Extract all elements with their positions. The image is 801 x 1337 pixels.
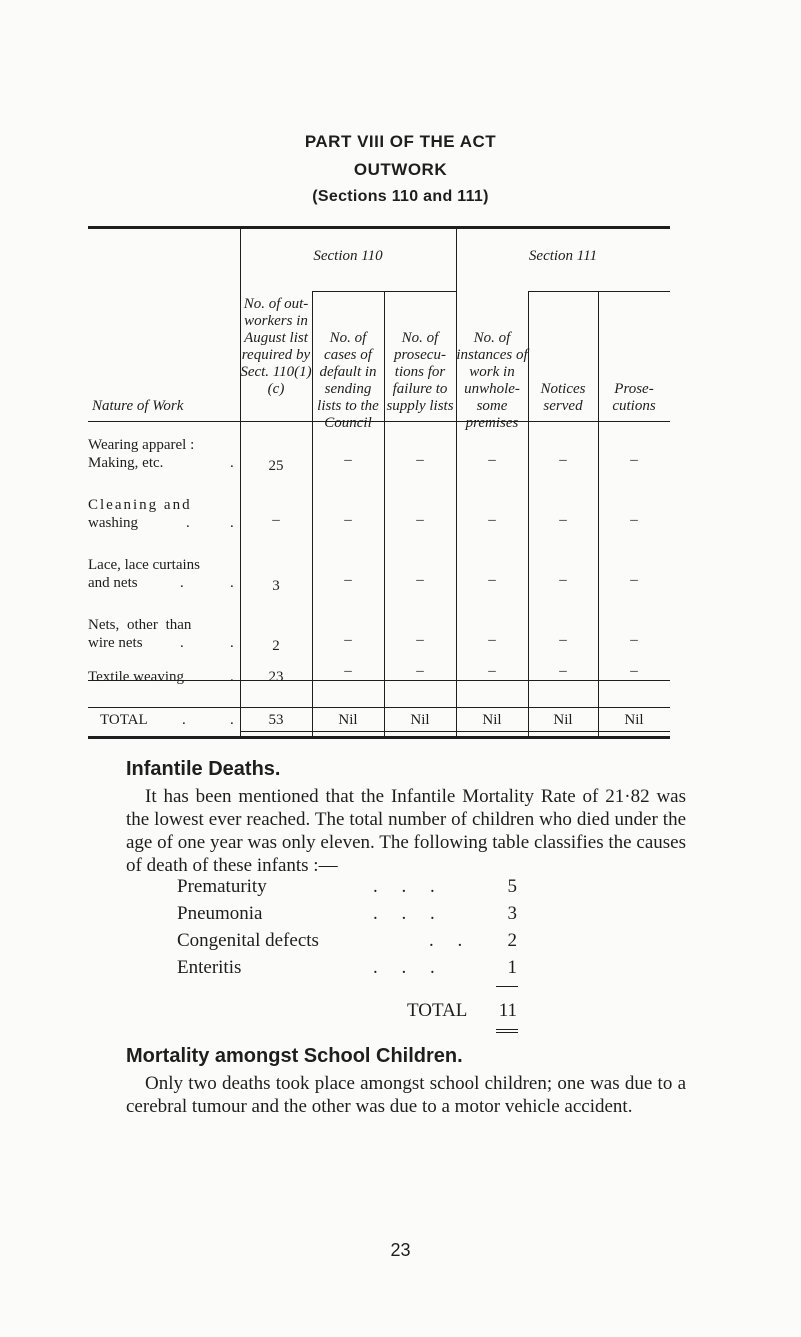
col-header-nature-of-work: Nature of Work — [92, 398, 184, 414]
table-cell: – — [488, 512, 496, 528]
table-cell: – — [630, 572, 638, 588]
table-cell: – — [559, 452, 567, 468]
table-cell: – — [630, 512, 638, 528]
total-cell: Nil — [553, 712, 573, 728]
row-label-line2: Textile weaving — [88, 669, 184, 685]
col-header-unwholesome: No. of instances of work in unwhole- some premises — [456, 330, 528, 431]
col-header-default-cases: No. of cases of default in sending lists to the Council — [317, 330, 379, 431]
table-cell: – — [559, 663, 567, 679]
table-cell: – — [416, 512, 424, 528]
table-cell: – — [559, 632, 567, 648]
table-cell: – — [416, 632, 424, 648]
page-number: 23 — [390, 1240, 411, 1260]
total-cell: Nil — [338, 712, 358, 728]
infantile-deaths-paragraph: It has been mentioned that the Infantile Mortality Rate of 21·82 was the lowest ever reached. The total number of children who died under the age of one year was only eleven. The following table classifies the causes of death of these infants :— — [126, 786, 686, 876]
sections-subtitle: (Sections 110 and 111) — [312, 188, 489, 205]
table-cell: – — [272, 512, 280, 528]
row-label-line1: Wearing apparel : — [88, 437, 195, 453]
table-cell: 2 — [272, 638, 280, 654]
table-cell: – — [344, 632, 352, 648]
table-cell: – — [630, 663, 638, 679]
row-label-line2: and nets — [88, 575, 138, 591]
table-cell: – — [416, 572, 424, 588]
row-label-line2: wire nets — [88, 635, 143, 651]
col-header-prosecutions: Prose- cutions — [612, 381, 656, 414]
table-cell: – — [630, 632, 638, 648]
part-heading: PART VIII OF THE ACT — [304, 132, 497, 151]
table-cell: – — [559, 572, 567, 588]
group-header-section-111: Section 111 — [528, 248, 598, 264]
table-cell: – — [344, 452, 352, 468]
total-cell: Nil — [624, 712, 644, 728]
table-cell: – — [344, 512, 352, 528]
total-cell: Nil — [410, 712, 430, 728]
table-cell: 25 — [268, 458, 284, 474]
table-cell: – — [488, 663, 496, 679]
row-label-line1: Nets, other than — [88, 617, 192, 633]
outwork-title: OUTWORK — [353, 160, 448, 179]
table-cell: – — [416, 663, 424, 679]
table-cell: – — [344, 572, 352, 588]
school-mortality-paragraph: Only two deaths took place amongst school children; one was due to a cerebral tumour and the other was due to a motor vehicle accident. — [126, 1073, 686, 1117]
table-cell: – — [630, 452, 638, 468]
row-label-line2: Making, etc. — [88, 455, 164, 471]
table-cell: 3 — [272, 578, 280, 594]
table-cell: – — [416, 452, 424, 468]
table-top-rule — [88, 226, 670, 229]
table-cell: – — [488, 572, 496, 588]
col-header-outworkers: No. of out- workers in August list required by Sect. 110(1) (c) — [240, 296, 312, 397]
table-cell: – — [488, 632, 496, 648]
school-mortality-heading: Mortality amongst School Children. — [126, 1045, 463, 1067]
table-cell: – — [344, 663, 352, 679]
table-cell: – — [488, 452, 496, 468]
infantile-deaths-heading: Infantile Deaths. — [126, 758, 281, 780]
table-bottom-rule — [88, 736, 670, 739]
total-cell: 53 — [268, 712, 284, 728]
row-label-line2: washing — [88, 515, 138, 531]
row-label-line1: Cleaning and — [88, 497, 192, 513]
group-header-section-110: Section 110 — [313, 248, 383, 264]
table-cell: – — [559, 512, 567, 528]
col-header-prosecutions-failure: No. of prosecu- tions for failure to supply lists — [386, 330, 454, 414]
table-cell: 23 — [268, 669, 284, 685]
total-label: TOTAL — [100, 712, 148, 728]
row-label-line1: Lace, lace curtains — [88, 557, 201, 573]
total-cell: Nil — [482, 712, 502, 728]
col-header-notices: Notices served — [540, 381, 586, 414]
